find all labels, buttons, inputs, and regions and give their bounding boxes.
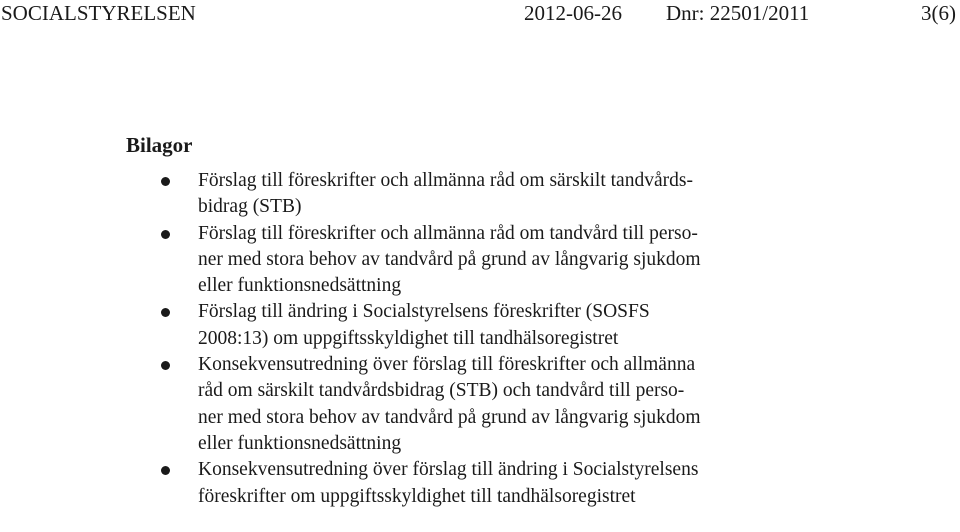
page-number: 3(6) bbox=[921, 1, 956, 25]
bullet-icon bbox=[161, 308, 170, 317]
list-item bbox=[0, 299, 818, 352]
list-item bbox=[0, 352, 818, 457]
attachment-list bbox=[0, 168, 960, 510]
list-item-line: Förslag till föreskrifter och allmänna råd om tandvård till perso- bbox=[198, 222, 698, 244]
organization-name: SOCIALSTYRELSEN bbox=[1, 1, 196, 25]
list-item bbox=[0, 457, 818, 510]
document-number: Dnr: 22501/2011 bbox=[666, 1, 810, 25]
list-item bbox=[0, 168, 818, 221]
list-item-line: ner med stora behov av tandvård på grund av långvarig sjukdom bbox=[198, 248, 701, 270]
list-item-line: eller funktionsnedsättning bbox=[198, 432, 402, 454]
list-item-line: råd om särskilt tandvårdsbidrag (STB) och tandvård till perso- bbox=[198, 380, 685, 402]
list-item-line: Förslag till föreskrifter och allmänna råd om särskilt tandvårds- bbox=[198, 170, 693, 191]
list-item bbox=[0, 221, 818, 300]
section-title: Bilagor bbox=[126, 133, 193, 157]
bullet-icon bbox=[161, 177, 170, 186]
bullet-icon bbox=[161, 466, 170, 475]
list-item-line: Konsekvensutredning över förslag till ändring i Socialstyrelsens bbox=[198, 459, 699, 481]
list-item-line: eller funktionsnedsättning bbox=[198, 275, 402, 297]
bullet-icon bbox=[161, 361, 170, 370]
list-item-line: ner med stora behov av tandvård på grund av långvarig sjukdom bbox=[198, 406, 701, 428]
document-date: 2012-06-26 bbox=[524, 1, 622, 25]
list-item-line: bidrag (STB) bbox=[198, 196, 302, 218]
bullet-icon bbox=[161, 230, 170, 239]
list-item-line: Förslag till ändring i Socialstyrelsens föreskrifter (SOSFS bbox=[198, 301, 650, 323]
page-header bbox=[0, 0, 960, 28]
list-item-line: Konsekvensutredning över förslag till föreskrifter och allmänna bbox=[198, 354, 696, 376]
list-item-line: föreskrifter om uppgiftsskyldighet till tandhälsoregistret bbox=[198, 485, 636, 507]
list-item-line: 2008:13) om uppgiftsskyldighet till tandhälsoregistret bbox=[198, 327, 619, 349]
